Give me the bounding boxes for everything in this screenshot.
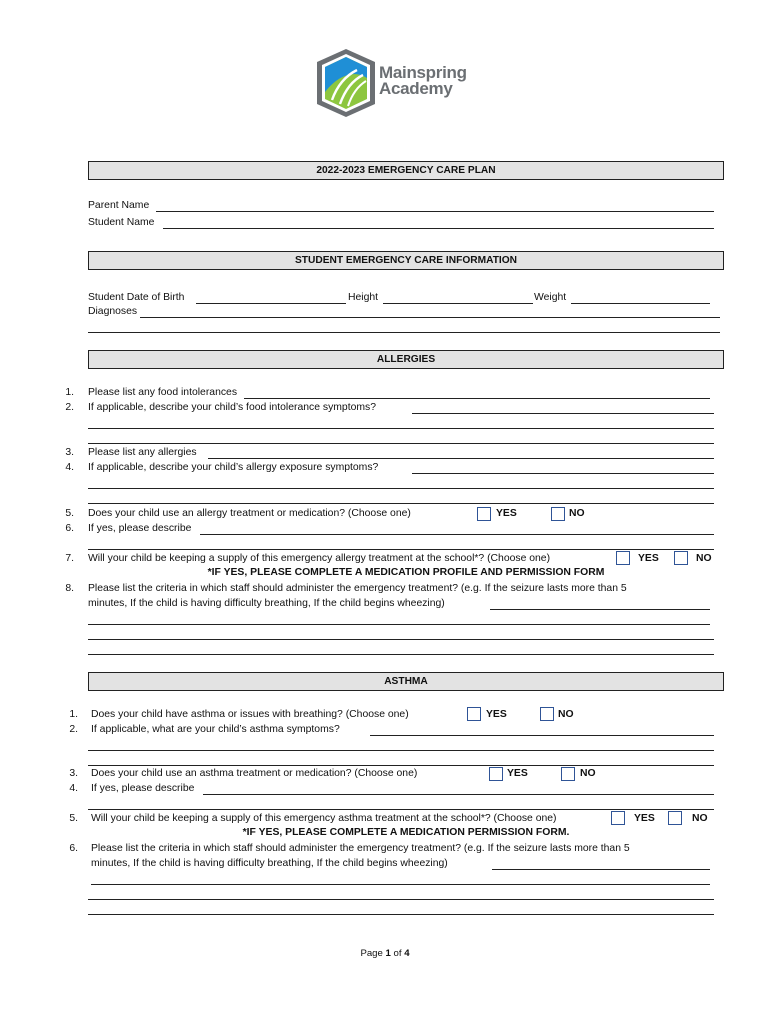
allergy-medication-describe-line-2[interactable] <box>88 549 714 550</box>
diagnoses-field[interactable] <box>140 317 720 318</box>
asthma-item-num: 1. <box>69 709 78 720</box>
allergy-medication-yes-label: YES <box>496 508 517 519</box>
allergy-exposure-symptoms-line-3[interactable] <box>88 503 714 504</box>
allergy-exposure-symptoms-field[interactable] <box>412 473 714 474</box>
allergy-notice: *IF YES, PLEASE COMPLETE A MEDICATION PROFILE AND PERMISSION FORM <box>207 567 605 578</box>
allergy-food-symptoms-line-3[interactable] <box>88 443 714 444</box>
page-total: 4 <box>404 948 410 959</box>
asthma-supply-no-checkbox[interactable] <box>668 811 682 825</box>
allergy-medication-no-checkbox[interactable] <box>551 507 565 521</box>
allergy-medication-question: Does your child use an allergy treatment or medication? (Choose one) <box>88 508 411 519</box>
asthma-criteria-field[interactable] <box>492 869 710 870</box>
allergy-medication-describe-field[interactable] <box>200 534 714 535</box>
allergy-criteria-field[interactable] <box>490 609 710 610</box>
allergy-food-intolerances-label: Please list any food intolerances <box>88 387 238 398</box>
asthma-breathing-no-label: NO <box>558 709 574 720</box>
allergy-supply-yes-checkbox[interactable] <box>616 551 630 565</box>
allergy-medication-yes-checkbox[interactable] <box>477 507 491 521</box>
asthma-criteria-label-line-2: minutes, If the child is having difficulty breathing, If the child begins wheezing) <box>91 858 448 869</box>
asthma-criteria-label: Please list the criteria in which staff should administer the emergency treatment? (e.g. If the seizure lasts more than 5 <box>91 843 630 854</box>
allergy-item-num: 4. <box>65 462 74 473</box>
height-label: Height <box>348 292 379 303</box>
allergy-item-num: 3. <box>65 447 74 458</box>
allergy-criteria-label-line-2: minutes, If the child is having difficulty breathing, If the child begins wheezing) <box>88 598 445 609</box>
page-word: Page <box>360 948 383 959</box>
asthma-supply-yes-checkbox[interactable] <box>611 811 625 825</box>
height-field[interactable] <box>383 303 533 304</box>
logo-line-2: Academy <box>379 79 453 98</box>
allergy-criteria-line-2[interactable] <box>88 624 710 625</box>
asthma-medication-no-label: NO <box>580 768 596 779</box>
allergy-medication-describe-label: If yes, please describe <box>88 523 192 534</box>
asthma-header: ASTHMA <box>88 672 724 691</box>
diagnoses-field-line-2[interactable] <box>88 332 720 333</box>
dob-label: Student Date of Birth <box>88 292 185 303</box>
allergy-list-label: Please list any allergies <box>88 447 197 458</box>
asthma-item-num: 6. <box>69 843 78 854</box>
asthma-medication-describe-field[interactable] <box>203 794 714 795</box>
asthma-breathing-yes-label: YES <box>486 709 507 720</box>
allergy-medication-no-label: NO <box>569 508 585 519</box>
page-current: 1 <box>385 948 391 959</box>
asthma-item-num: 3. <box>69 768 78 779</box>
logo-shield-icon <box>315 48 377 118</box>
asthma-symptoms-field[interactable] <box>370 735 714 736</box>
plan-title: 2022-2023 EMERGENCY CARE PLAN <box>88 161 724 180</box>
asthma-breathing-question: Does your child have asthma or issues with breathing? (Choose one) <box>91 709 409 720</box>
allergy-exposure-symptoms-line-2[interactable] <box>88 488 714 489</box>
asthma-medication-describe-label: If yes, please describe <box>91 783 195 794</box>
allergy-supply-no-checkbox[interactable] <box>674 551 688 565</box>
allergy-item-num: 1. <box>65 387 74 398</box>
asthma-criteria-line-3[interactable] <box>88 899 714 900</box>
allergy-criteria-line-3[interactable] <box>88 639 714 640</box>
diagnoses-label: Diagnoses <box>88 306 138 317</box>
asthma-item-num: 4. <box>69 783 78 794</box>
weight-field[interactable] <box>571 303 710 304</box>
asthma-symptoms-label: If applicable, what are your child’s asthma symptoms? <box>91 724 340 735</box>
allergy-criteria-line-4[interactable] <box>88 654 714 655</box>
asthma-breathing-yes-checkbox[interactable] <box>467 707 481 721</box>
asthma-item-num: 5. <box>69 813 78 824</box>
allergy-criteria-label: Please list the criteria in which staff should administer the emergency treatment? (e.g. If the seizure lasts more than 5 <box>88 583 627 594</box>
student-info-header: STUDENT EMERGENCY CARE INFORMATION <box>88 251 724 270</box>
asthma-symptoms-line-2[interactable] <box>88 750 714 751</box>
asthma-supply-no-label: NO <box>692 813 708 824</box>
allergy-item-num: 2. <box>65 402 74 413</box>
asthma-notice: *IF YES, PLEASE COMPLETE A MEDICATION PERMISSION FORM. <box>242 827 570 838</box>
student-name-field[interactable] <box>163 228 714 229</box>
allergy-item-num: 7. <box>65 553 74 564</box>
allergy-food-intolerances-field[interactable] <box>244 398 710 399</box>
school-logo <box>315 48 465 118</box>
asthma-criteria-line-4[interactable] <box>88 914 714 915</box>
weight-label: Weight <box>534 292 567 303</box>
allergy-food-symptoms-field[interactable] <box>412 413 714 414</box>
asthma-medication-yes-label: YES <box>507 768 528 779</box>
allergy-item-num: 5. <box>65 508 74 519</box>
allergy-exposure-symptoms-label: If applicable, describe your child’s allergy exposure symptoms? <box>88 462 379 473</box>
asthma-supply-question: Will your child be keeping a supply of this emergency asthma treatment at the school*? (Choose one) <box>91 813 557 824</box>
parent-name-field[interactable] <box>156 211 714 212</box>
asthma-criteria-line-2[interactable] <box>91 884 710 885</box>
page-footer <box>0 947 770 961</box>
asthma-symptoms-line-3[interactable] <box>88 765 714 766</box>
asthma-medication-question: Does your child use an asthma treatment or medication? (Choose one) <box>91 768 418 779</box>
page-of: of <box>393 948 402 959</box>
allergy-item-num: 8. <box>65 583 74 594</box>
asthma-breathing-no-checkbox[interactable] <box>540 707 554 721</box>
student-name-label: Student Name <box>88 217 155 228</box>
allergies-header: ALLERGIES <box>88 350 724 369</box>
asthma-item-num: 2. <box>69 724 78 735</box>
asthma-medication-no-checkbox[interactable] <box>561 767 575 781</box>
allergy-list-field[interactable] <box>208 458 714 459</box>
parent-name-label: Parent Name <box>88 200 150 211</box>
allergy-supply-question: Will your child be keeping a supply of this emergency allergy treatment at the school*? (Choose one) <box>88 553 551 564</box>
asthma-supply-yes-label: YES <box>634 813 655 824</box>
allergy-supply-yes-label: YES <box>638 553 659 564</box>
asthma-medication-yes-checkbox[interactable] <box>489 767 503 781</box>
dob-field[interactable] <box>196 303 346 304</box>
allergy-supply-no-label: NO <box>696 553 712 564</box>
asthma-medication-describe-line-2[interactable] <box>88 809 714 810</box>
allergy-food-symptoms-line-2[interactable] <box>88 428 714 429</box>
allergy-food-symptoms-label: If applicable, describe your child’s food intolerance symptoms? <box>88 402 377 413</box>
allergy-item-num: 6. <box>65 523 74 534</box>
logo-line-1: Mainspring <box>379 63 467 82</box>
